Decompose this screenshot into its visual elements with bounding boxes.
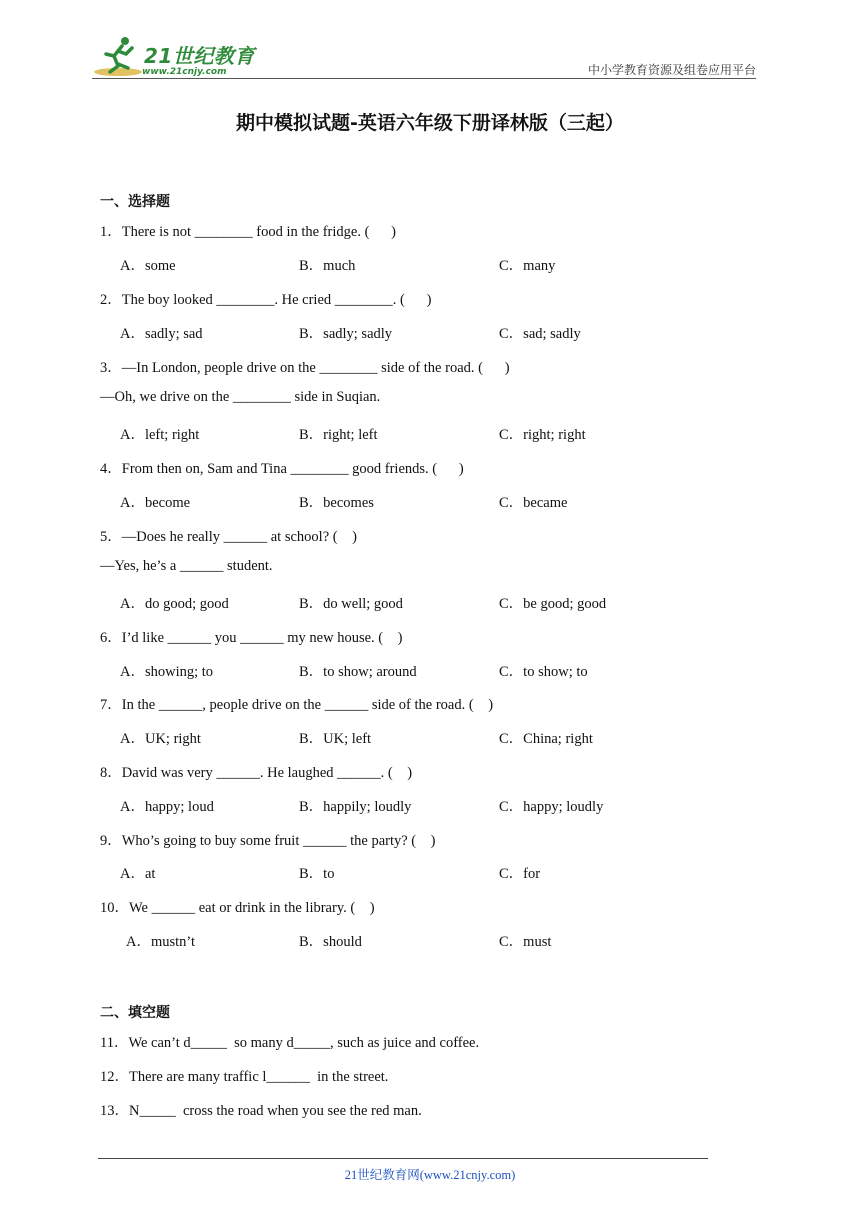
question-stem: 1．There is not ________ food in the fridge. ( ) [100, 224, 396, 240]
section-heading-choice: 一、选择题 [100, 194, 170, 210]
logo-text: 21世纪教育 [144, 44, 255, 68]
option-b: B．should [299, 934, 362, 950]
option-a: A．left; right [120, 427, 200, 443]
option-c: C．happy; loudly [499, 799, 604, 815]
page-header [92, 30, 756, 78]
question-stem: 7．In the ______, people drive on the ______ side of the road. ( ) [100, 697, 494, 713]
option-c: C．must [499, 934, 552, 950]
question-extra: —Oh, we drive on the ________ side in Suqian. [100, 389, 381, 405]
option-a: A．mustn’t [126, 934, 196, 950]
option-c: C．became [499, 495, 568, 511]
question-stem: 6．I’d like ______ you ______ my new house. ( ) [100, 630, 403, 646]
question-stem: 3．—In London, people drive on the ________ side of the road. ( ) [100, 360, 510, 376]
option-c: C．sad; sadly [499, 326, 581, 342]
section-heading-fill: 二、填空题 [100, 1005, 170, 1021]
option-a: A．showing; to [120, 664, 214, 680]
option-c: C．for [499, 866, 541, 882]
option-b: B．becomes [299, 495, 374, 511]
option-b: B．do well; good [299, 596, 403, 612]
option-c: C．to show; to [499, 664, 588, 680]
option-c: C．China; right [499, 731, 593, 747]
logo [92, 34, 262, 78]
header-divider [92, 78, 756, 79]
question-extra: —Yes, he’s a ______ student. [100, 558, 273, 574]
option-a: A．sadly; sad [120, 326, 203, 342]
page-title: 期中模拟试题-英语六年级下册译林版（三起） [236, 112, 624, 134]
option-a: A．become [120, 495, 191, 511]
fill-item: 11．We can’t d_____ so many d_____, such as juice and coffee. [100, 1035, 480, 1051]
option-b: B．to show; around [299, 664, 417, 680]
question-stem: 8．David was very ______. He laughed ______. ( ) [100, 765, 413, 781]
question-stem: 10．We ______ eat or drink in the library. ( ) [100, 900, 375, 916]
fill-item: 12．There are many traffic l______ in the street. [100, 1069, 389, 1085]
option-a: A．UK; right [120, 731, 201, 747]
option-c: C．be good; good [499, 596, 607, 612]
footer-divider [98, 1158, 708, 1159]
question-stem: 2．The boy looked ________. He cried ________. ( ) [100, 292, 432, 308]
option-a: A．happy; loud [120, 799, 214, 815]
option-b: B．right; left [299, 427, 378, 443]
question-stem: 5．—Does he really ______ at school? ( ) [100, 529, 357, 545]
option-b: B．sadly; sadly [299, 326, 393, 342]
footer-text: 21世纪教育网(www.21cnjy.com) [344, 1168, 516, 1182]
option-b: B．much [299, 258, 356, 274]
option-a: A．some [120, 258, 176, 274]
fill-item: 13．N_____ cross the road when you see the red man. [100, 1103, 422, 1119]
option-b: B．UK; left [299, 731, 372, 747]
option-a: A．at [120, 866, 156, 882]
option-b: B．happily; loudly [299, 799, 412, 815]
platform-label: 中小学教育资源及组卷应用平台 [587, 63, 756, 77]
option-b: B．to [299, 866, 335, 882]
option-a: A．do good; good [120, 596, 229, 612]
option-c: C．right; right [499, 427, 586, 443]
question-stem: 4．From then on, Sam and Tina ________ good friends. ( ) [100, 461, 464, 477]
option-c: C．many [499, 258, 556, 274]
question-stem: 9．Who’s going to buy some fruit ______ the party? ( ) [100, 833, 436, 849]
logo-url: www.21cnjy.com [142, 67, 227, 77]
